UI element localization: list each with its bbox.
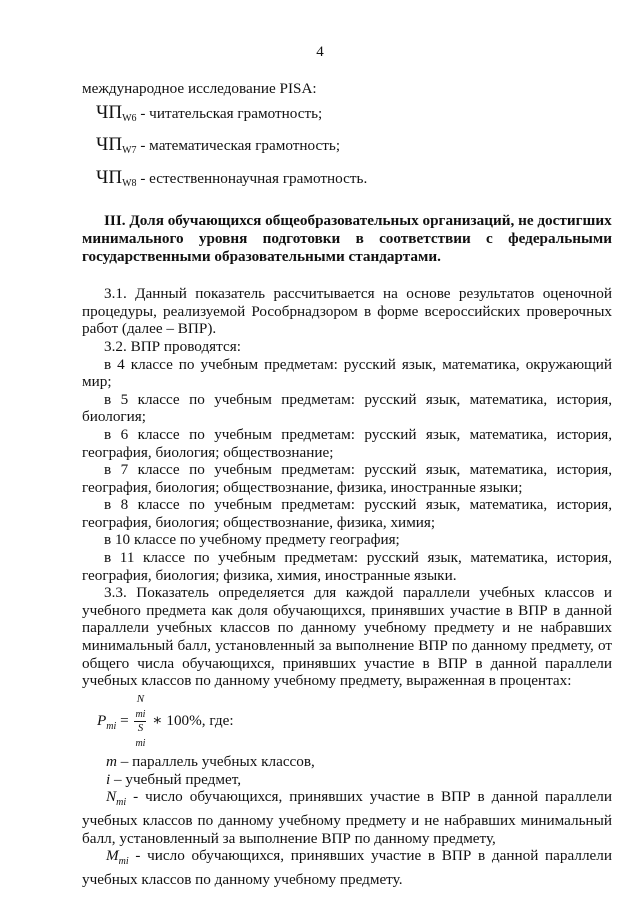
definition-subscript: mi (118, 856, 129, 868)
chp-description: - математическая грамотность; (140, 137, 341, 155)
formula-rhs: ∗ 100%, где: (152, 711, 234, 729)
definition-subscript: mi (116, 797, 127, 809)
class-list-item: в 6 классе по учебным предметам: русский язык, математика, история, география, биология; обществознание; (82, 425, 612, 461)
formula-lhs-sub: mi (106, 721, 117, 733)
formula-numerator: N (136, 692, 145, 705)
heading-line-2: минимального уровня подготовки в соответствии с федеральными (82, 229, 612, 247)
class-list-item: в 11 классе по учебным предметам: русский язык, математика, история, география, биология; физика, химия, иностранные языки. (82, 549, 612, 584)
section-heading (82, 212, 612, 265)
chp-subscript: W6 (122, 112, 137, 124)
definition-text: – параллель учебных классов, (116, 753, 315, 771)
formula-denominator: S (137, 722, 144, 734)
class-list-item: в 7 классе по учебным предметам: русский язык, математика, история, география, биология; обществознание, физика, иностранные языки; (82, 461, 612, 496)
formula-fraction (134, 693, 146, 750)
class-list-item: в 5 классе по учебным предметам: русский язык, математика, история, биология; (82, 390, 612, 426)
chp-subscript: W8 (122, 177, 137, 189)
chp-item-w7 (96, 136, 612, 160)
chp-symbol: ЧП (96, 101, 123, 123)
class-list-item: в 8 классе по учебным предметам: русский язык, математика, история, география, биология; обществознание, физика, химия; (82, 496, 612, 531)
definition-symbol: m (106, 753, 117, 771)
chp-item-w8 (96, 166, 612, 193)
paragraph-3-3: 3.3. Показатель определяется для каждой параллели учебных классов и учебного предмета как доля обучающихся, принявших участие в ВПР в данной параллели учебных классов по данному учебному предмету и не набравших минимальный балл, установленный за выполнение ВПР по данному предмету, от общего числа обучающихся, принявших участие в ВПР в данной параллели учебных классов по данному учебному предмету, выраженная в процентах: (82, 584, 612, 690)
chp-description: - естественнонаучная грамотность. (140, 169, 368, 187)
definition-text: – учебный предмет, (110, 770, 242, 788)
chp-description: - читательская грамотность; (140, 104, 323, 122)
formula-numerator-sub: mi (135, 709, 146, 720)
definition-symbol: N (106, 788, 117, 806)
chp-symbol: ЧП (96, 134, 123, 156)
definition-text: - число обучающихся, принявших участие в ВПР в данной параллели учебных классов по данному учебному предмету и не набравших минимальный балл, установленный за выполнение ВПР по данному предмету, (82, 788, 612, 847)
definition-text: - число обучающихся, принявших участие в ВПР в данной параллели учебных классов по данному учебному предмету. (82, 847, 612, 888)
definition-n (82, 788, 612, 847)
class-list-item: в 4 классе по учебным предметам: русский язык, математика, окружающий мир; (82, 355, 612, 391)
definition-m (82, 753, 612, 771)
paragraph-3-1: 3.1. Данный показатель рассчитывается на основе результатов оценочной процедуры, реализуемой Рособрнадзором в форме всероссийских проверочных работ (далее – ВПР). (82, 285, 612, 338)
definition-i (82, 771, 612, 789)
definition-symbol: i (106, 770, 111, 788)
formula-denominator-sub: mi (135, 738, 146, 750)
definition-m-count (82, 847, 612, 888)
chp-symbol: ЧП (96, 166, 123, 188)
intro-line: международное исследование PISA: (82, 80, 317, 97)
chp-item-w6 (96, 101, 612, 128)
page-number: 4 (316, 44, 324, 60)
chp-subscript: W7 (122, 145, 137, 157)
definition-symbol: M (106, 847, 119, 865)
page-content (82, 80, 612, 888)
paragraph-3-2: 3.2. ВПР проводятся: (104, 337, 241, 355)
formula-lhs: P (97, 711, 107, 729)
formula: $P_{mi}$ = N $_{mi}$ S $_{mi}$ ∗ 100%, где: (97, 692, 234, 750)
heading-line-1: III. Доля обучающихся общеобразовательных организаций, не достигших (104, 212, 612, 230)
heading-line-3: государственными образовательными стандартами. (82, 247, 441, 265)
class-list-item: в 10 классе по учебному предмету география; (104, 531, 400, 549)
